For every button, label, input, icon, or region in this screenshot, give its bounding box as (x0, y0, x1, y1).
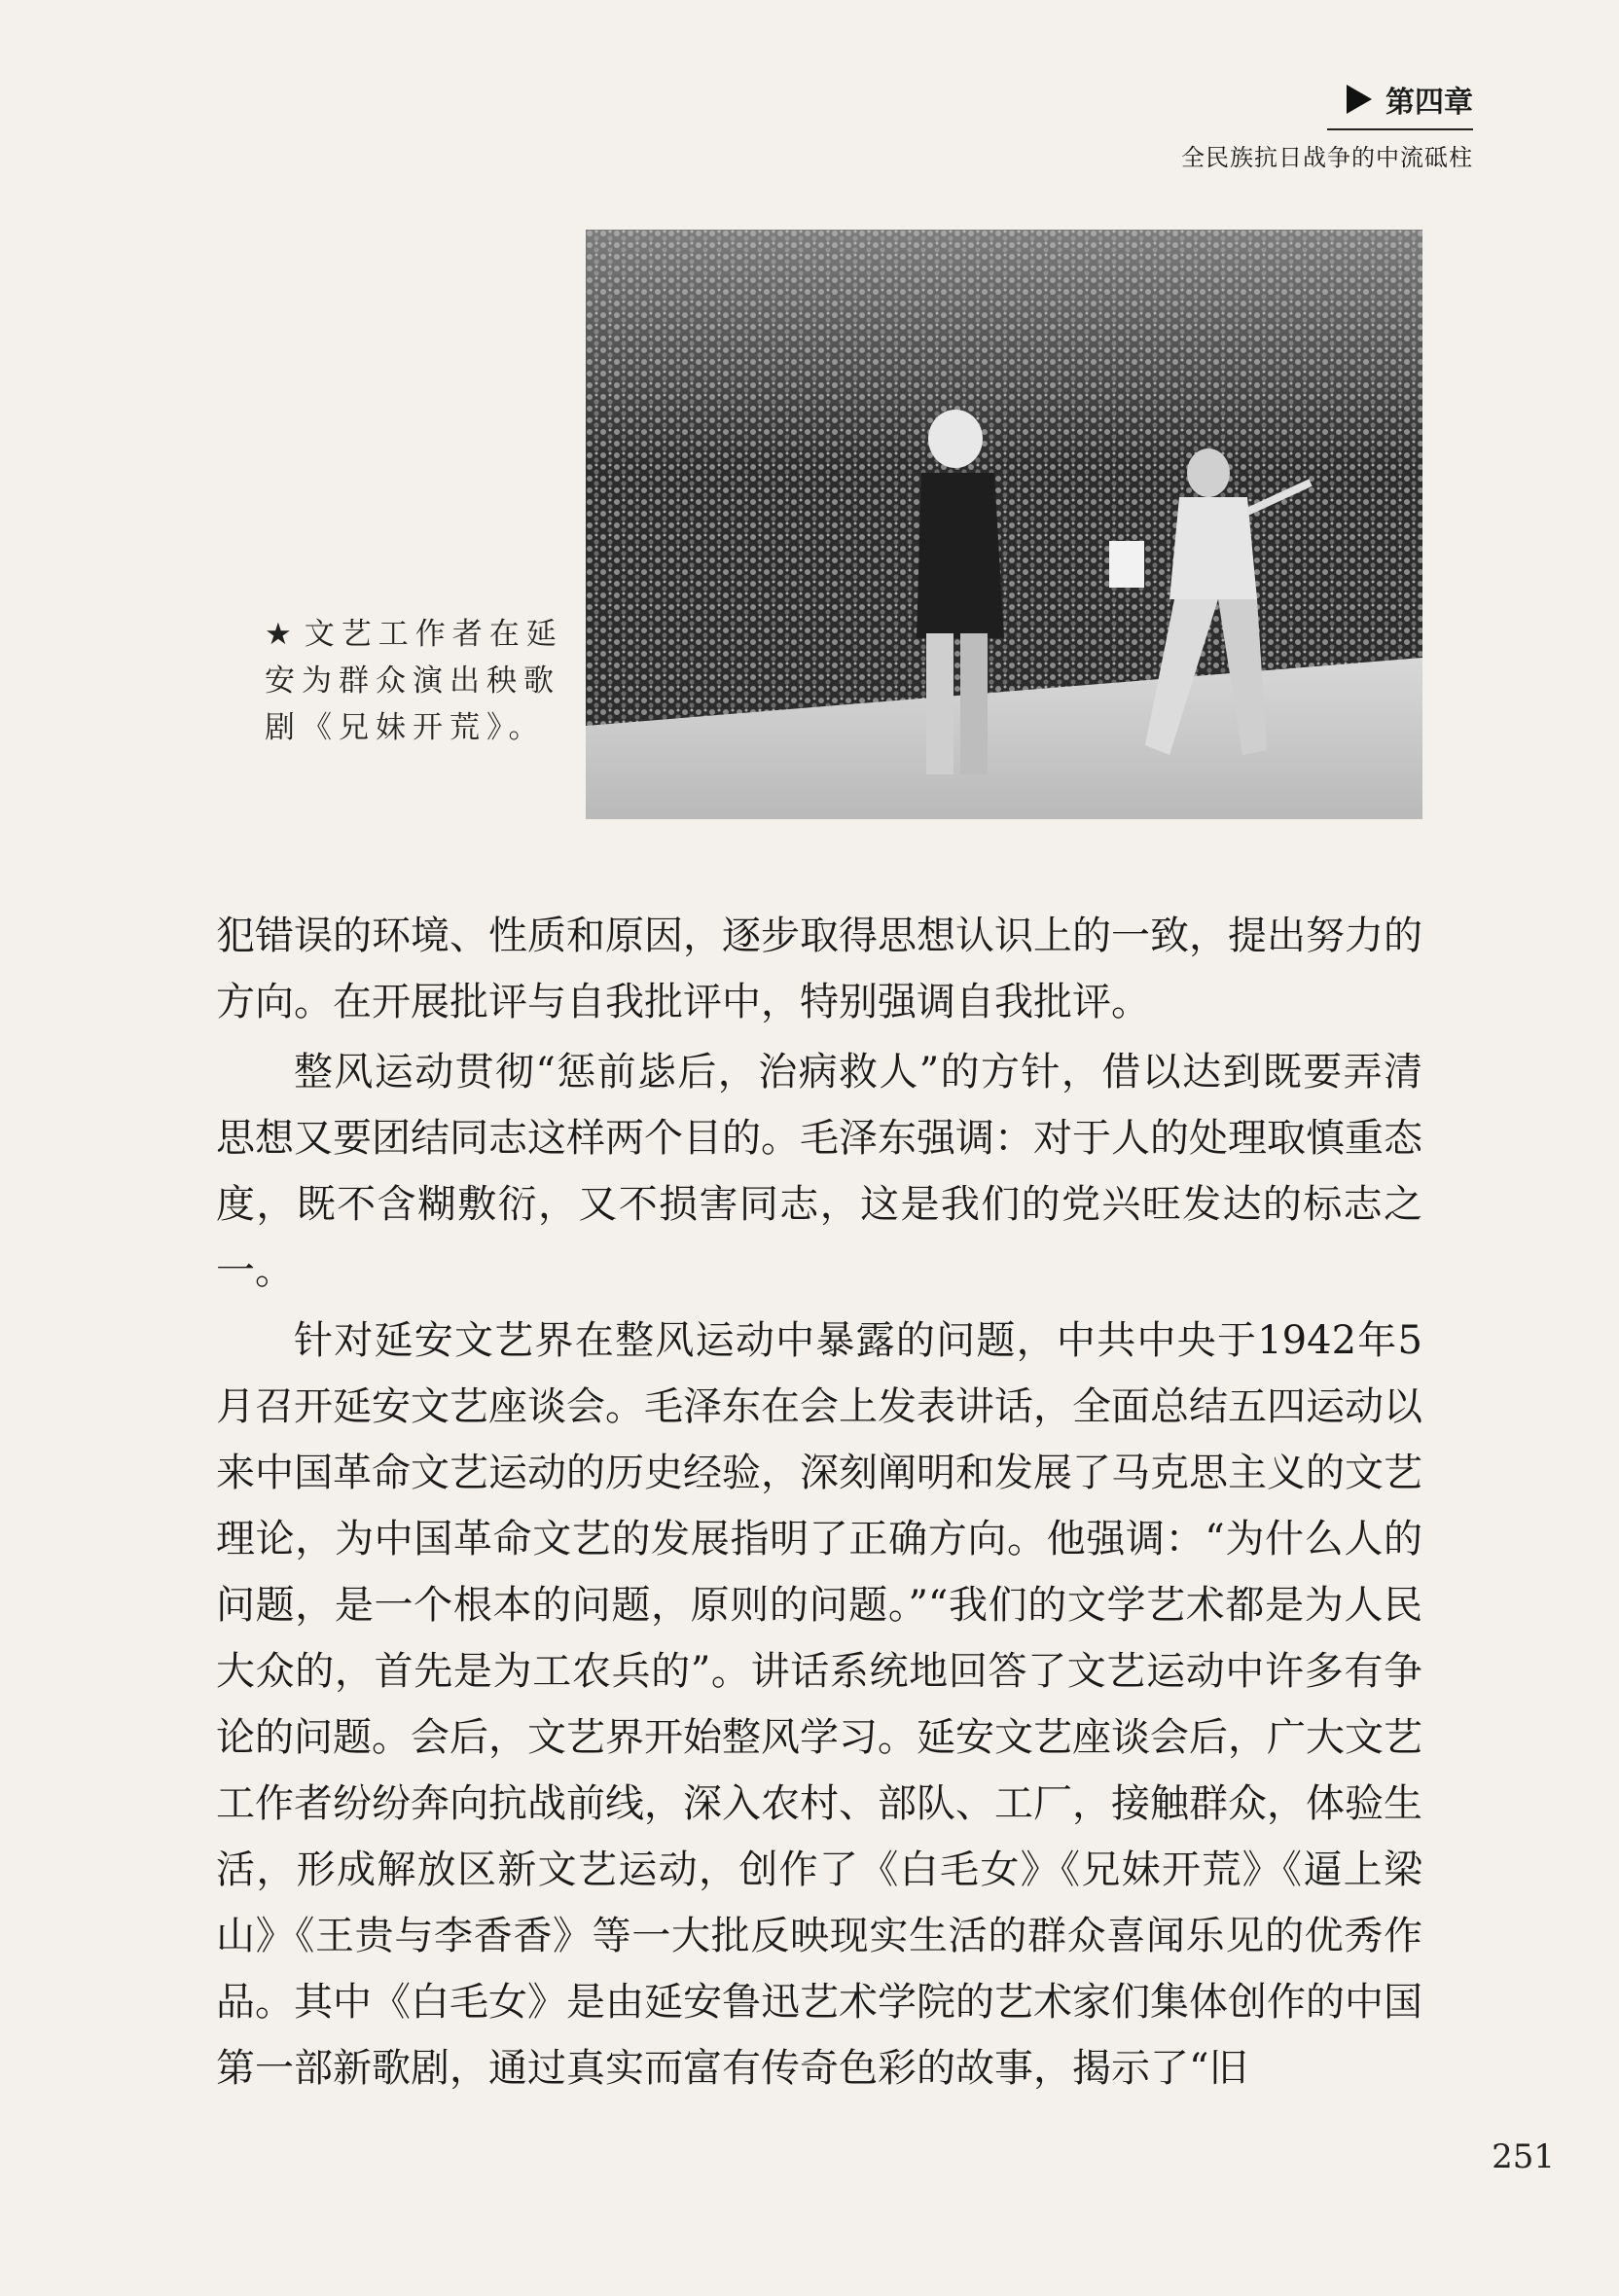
performance-photo (586, 230, 1422, 819)
paragraph-3: 针对延安文艺界在整风运动中暴露的问题，中共中央于1942年5月召开延安文艺座谈会。毛泽东在会上发表讲话，全面总结五四运动以来中国革命文艺运动的历史经验，深刻阐明和发展了马克思主义的文艺理论，为中国革命文艺的发展指明了正确方向。他强调：“为什么人的问题，是一个根本的问题，原则的问题。”“我们的文学艺术都是为人民大众的，首先是为工农兵的”。讲话系统地回答了文艺运动中许多有争论的问题。会后，文艺界开始整风学习。延安文艺座谈会后，广大文艺工作者纷纷奔向抗战前线，深入农村、部队、工厂，接触群众，体验生活，形成解放区新文艺运动，创作了《白毛女》《兄妹开荒》《逼上梁山》《王贵与李香香》等一大批反映现实生活的群众喜闻乐见的优秀作品。其中《白毛女》是由延安鲁迅艺术学院的艺术家们集体创作的中国第一部新歌剧，通过真实而富有传奇色彩的故事，揭示了“旧 (216, 1318, 1422, 2091)
chapter-subtitle: 全民族抗日战争的中流砥柱 (1181, 144, 1473, 171)
body-text (216, 903, 1422, 2105)
triangle-icon (1347, 85, 1372, 114)
header-rule (1327, 128, 1473, 130)
running-header (1181, 78, 1473, 172)
figure-caption (265, 611, 574, 751)
paragraph-2: 整风运动贯彻“惩前毖后，治病救人”的方针，借以达到既要弄清思想又要团结同志这样两个目的。毛泽东强调：对于人的处理取慎重态度，既不含糊敷衍，又不损害同志，这是我们的党兴旺发达的标志之一。 (216, 1050, 1422, 1293)
page-number: 251 (1492, 2137, 1555, 2176)
star-icon: ★ (265, 617, 299, 652)
chapter-heading (1181, 78, 1473, 121)
paragraph-1: 犯错误的环境、性质和原因，逐步取得思想认识上的一致，提出努力的方向。在开展批评与自我批评中，特别强调自我批评。 (216, 914, 1422, 1024)
caption-text: 文艺工作者在延安为群众演出秧歌剧《兄妹开荒》。 (265, 617, 563, 745)
chapter-label: 第四章 (1385, 86, 1473, 120)
photo-image (586, 230, 1422, 819)
